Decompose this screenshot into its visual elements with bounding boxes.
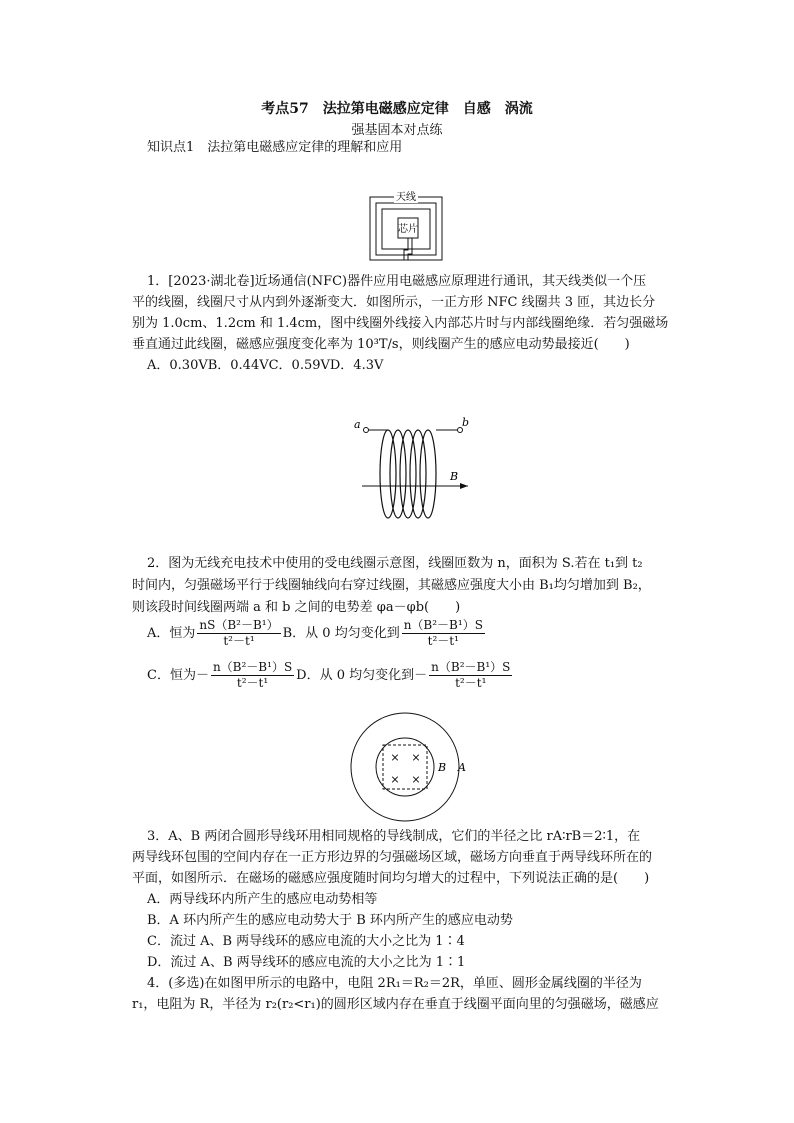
field-cross-4: × xyxy=(411,773,421,786)
coil-turn-4 xyxy=(410,430,426,518)
page-subtitle: 强基固本对点练 xyxy=(351,123,443,138)
receiving-coil-figure xyxy=(350,412,480,524)
coil-turn-5 xyxy=(420,430,436,518)
q2-option-c-den: t²－t¹ xyxy=(236,676,269,690)
q4-line-1: 4．(多选)在如图甲所示的电路中，电阻 2R₁＝R₂＝2R，单匝、圆形金属线圈的半径为 xyxy=(147,976,642,991)
q2-option-c-prefix: C．恒为－ xyxy=(147,667,209,683)
terminal-b xyxy=(458,428,463,433)
q2-option-b-prefix: B．从 0 均匀变化到 xyxy=(282,625,400,641)
q3-option-d: D．流过 A、B 两导线环的感应电流的大小之比为 1∶1 xyxy=(147,955,466,970)
field-cross-2: × xyxy=(411,751,421,764)
q2-options-cd xyxy=(147,660,514,691)
q2-line-3: 则该段时间线圈两端 a 和 b 之间的电势差 φa－φb( ) xyxy=(132,600,461,615)
chip-label: 芯片 xyxy=(398,224,418,235)
field-arrow-icon xyxy=(460,483,468,489)
q3-line-3: 平面，如图所示．在磁场的磁感应强度随时间均匀增大的过程中，下列说法正确的是( ) xyxy=(132,871,650,886)
q2-option-b-num: n（B²－B¹）S xyxy=(403,618,483,632)
ring-A-label: A xyxy=(458,761,466,774)
terminal-a-label: a xyxy=(354,418,361,431)
q2-option-d-num: n（B²－B¹）S xyxy=(431,660,511,674)
q3-option-c: C．流过 A、B 两导线环的感应电流的大小之比为 1∶4 xyxy=(147,934,465,949)
terminal-a xyxy=(364,428,369,433)
field-B-label: B xyxy=(450,470,459,483)
q2-option-d-fraction xyxy=(429,660,512,691)
field-cross-1: × xyxy=(390,751,400,764)
q2-option-c-fraction xyxy=(211,660,294,691)
q2-option-d-den: t²－t¹ xyxy=(455,676,487,690)
section-heading: 知识点1 法拉第电磁感应定律的理解和应用 xyxy=(147,140,403,155)
field-cross-3: × xyxy=(390,773,400,786)
q2-line-1: 2．图为无线充电技术中使用的受电线圈示意图，线圈匝数为 n，面积为 S.若在 t₁到 t₂ xyxy=(147,556,643,571)
q2-option-b-den: t²－t¹ xyxy=(427,634,459,648)
q1-line-3: 别为 1.0cm、1.2cm 和 1.4cm，图中线圈外线接入内部芯片时与内部线圈绝缘．若匀强磁场 xyxy=(132,316,669,331)
q3-line-2: 两导线环包围的空间内存在一正方形边界的匀强磁场区域，磁场方向垂直于两导线环所在的 xyxy=(132,850,653,865)
q2-option-a-num: nS（B²－B¹） xyxy=(199,618,279,632)
q1-line-2: 平的线圈，线圈尺寸从内到外逐渐变大．如图所示，一正方形 NFC 线圈共 3 匝，其边长分 xyxy=(132,295,656,310)
q2-options-ab xyxy=(147,618,487,649)
terminal-b-label: b xyxy=(462,416,470,429)
nfc-coil-figure xyxy=(368,188,444,264)
q3-option-a: A．两导线环内所产生的感应电动势相等 xyxy=(147,892,378,907)
coil-turn-2 xyxy=(390,430,406,518)
ring-B-label: B xyxy=(438,761,447,774)
q2-option-c-num: n（B²－B¹）S xyxy=(212,660,293,674)
q1-line-4: 垂直通过此线圈，磁感应强度变化率为 10³T/s，则线圈产生的感应电动势最接近( ) xyxy=(132,337,630,352)
ring-B xyxy=(376,738,434,796)
q3-line-1: 3．A、B 两闭合圆形导线环用相同规格的导线制成，它们的半径之比 rA∶rB＝2∶1，在 xyxy=(147,829,641,844)
page-title: 考点57 法拉第电磁感应定律 自感 涡流 xyxy=(261,101,533,117)
q2-option-d-prefix: D．从 0 均匀变化到－ xyxy=(296,667,428,683)
coil-turn-1 xyxy=(380,430,396,518)
q2-option-a-prefix: A．恒为 xyxy=(147,625,196,641)
q4-line-2: r₁，电阻为 R，半径为 r₂(r₂<r₁)的圆形区域内存在垂直于线圈平面向里的匀强磁场，磁感应 xyxy=(132,997,659,1012)
antenna-label: 天线 xyxy=(396,192,416,203)
q2-option-b-fraction xyxy=(402,618,485,649)
q1-options: A．0.30VB．0.44VC．0.59VD．4.3V xyxy=(147,358,384,373)
concentric-rings-figure xyxy=(350,710,470,824)
q2-option-a-den: t²－t¹ xyxy=(223,634,255,648)
q3-option-b: B．A 环内所产生的感应电动势大于 B 环内所产生的感应电动势 xyxy=(147,913,513,928)
q2-line-2: 时间内，匀强磁场平行于线圈轴线向右穿过线圈，其磁感应强度大小由 B₁均匀增加到 B₂， xyxy=(132,578,651,593)
coil-turn-3 xyxy=(400,430,416,518)
q1-line-1: 1．[2023·湖北卷]近场通信(NFC)器件应用电磁感应原理进行通讯，其天线类似一个压 xyxy=(147,274,647,289)
q2-option-a-fraction xyxy=(197,618,280,649)
